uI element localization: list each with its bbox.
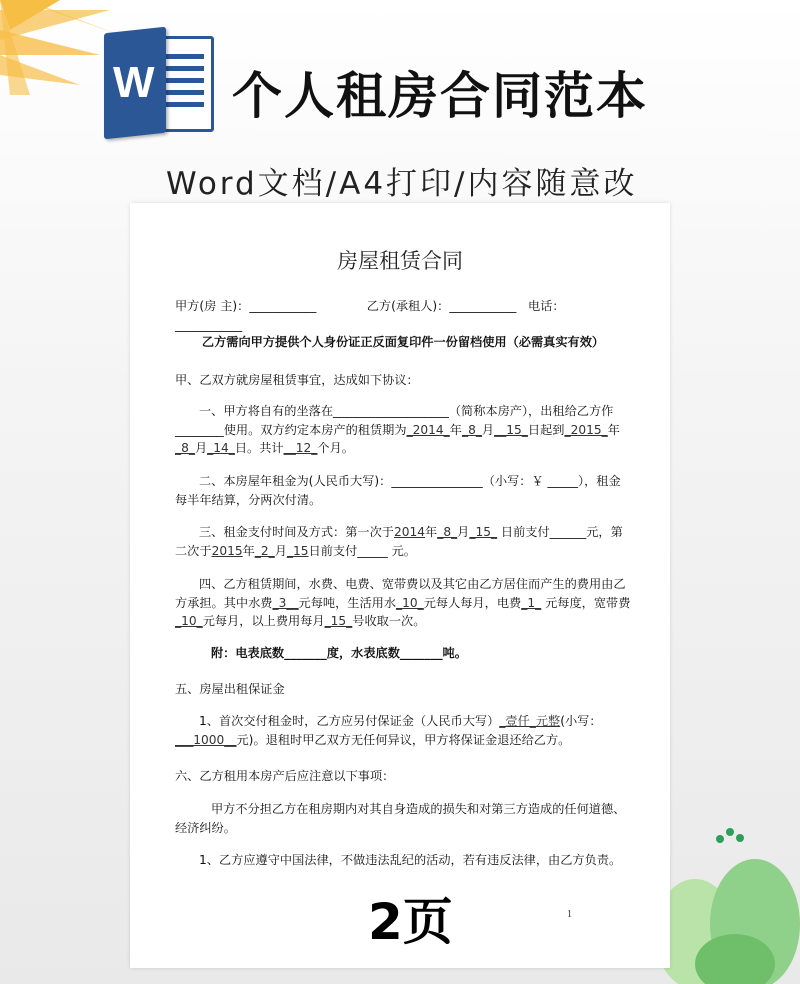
filled-value: _15_ xyxy=(469,525,498,539)
document-title: 房屋租赁合同 xyxy=(337,249,463,273)
filled-value: _2015_ xyxy=(564,422,608,437)
paragraph-text: 日前支付_____ 元。 xyxy=(308,543,416,558)
filled-value: _8_ xyxy=(437,525,458,539)
paragraph-clause-1 xyxy=(175,402,631,458)
paragraph-text: 年 xyxy=(425,525,438,539)
paragraph-text: 日起到 xyxy=(527,422,565,437)
filled-value: _2_ xyxy=(254,543,275,558)
paragraph-text: 月 xyxy=(457,525,470,539)
paragraph-text: 甲、乙双方就房屋租赁事宜，达成如下协议： xyxy=(175,373,419,387)
paragraph-text: 年 xyxy=(449,422,462,437)
paragraph-clause-2 xyxy=(175,472,631,509)
filled-value: _壹仟_元整 xyxy=(499,714,561,728)
filled-value: _8_ xyxy=(461,422,482,437)
paragraph-clause-6-1 xyxy=(175,851,631,870)
paragraph-text: 日。共计 xyxy=(234,441,284,455)
paragraph-text: 甲方不分担乙方在租房期内对其自身造成的损失和对第三方造成的任何道德、经济纠纷。 xyxy=(175,802,626,835)
filled-value: 2014 xyxy=(394,525,426,539)
paragraph-clause-4 xyxy=(175,575,631,631)
filled-value: _3__ xyxy=(272,595,299,610)
word-document-icon xyxy=(104,30,216,136)
paragraph-text: 元每度，宽带费 xyxy=(541,595,631,610)
paragraph-text: 三、租金支付时间及方式：第一次于 xyxy=(199,525,394,539)
filled-value: _1_ xyxy=(521,595,542,610)
banner-subtitle: Word文档/A4打印/内容随意改 xyxy=(166,166,638,202)
paragraph-parties xyxy=(175,297,631,334)
paragraph-notice xyxy=(175,333,631,352)
paragraph-text: (小写： xyxy=(560,714,602,728)
paragraph-text: 乙方(承租人)：___________ 电话：___________ xyxy=(175,299,565,332)
paragraph-section-5 xyxy=(175,680,631,699)
paragraph-text: 月 xyxy=(194,441,208,455)
filled-value: _15_ xyxy=(324,614,353,628)
paragraph-text: 年 xyxy=(242,543,255,558)
paragraph-text: 年 xyxy=(607,422,620,437)
filled-value: _10_ xyxy=(175,614,203,628)
paragraph-text: 二、本房屋年租金为(人民币大写)：_______________（小写：￥ _____），租金每半年结算，分两次付清。 xyxy=(175,474,621,507)
paragraph-text: 日前支付______元，第二次于 xyxy=(175,525,623,558)
filled-value: __12_ xyxy=(283,441,318,455)
paragraph-text: 甲方(房 主)：___________ xyxy=(175,299,317,313)
filled-value: __15_ xyxy=(494,422,528,437)
paragraph-clause-5-1 xyxy=(175,712,631,749)
paragraph-text: 1、首次交付租金时，乙方应另付保证金（人民币大写） xyxy=(199,714,500,728)
word-icon-letter: W xyxy=(113,58,155,107)
paragraph-text: 元每吨，生活用水 xyxy=(298,595,397,610)
filled-value: ___1000__ xyxy=(175,732,237,747)
filled-value: _14_ xyxy=(207,441,235,455)
filled-value: _15 xyxy=(286,543,309,558)
paragraph-text: 月 xyxy=(274,543,287,558)
paragraph-text: 个月。 xyxy=(317,441,354,455)
paragraph-text: 元)。退租时甲乙双方无任何异议，甲方将保证金退还给乙方。 xyxy=(236,732,571,747)
paragraph-text: 五、房屋出租保证金 xyxy=(175,682,285,696)
paragraph-text: 一、甲方将自有的坐落在___________________（简称本房产），出租给乙方作________使用。双方约定本房产的租赁期为 xyxy=(175,404,614,437)
paragraph-clause-6-a xyxy=(175,800,631,837)
paragraph-text: 附：电表底数_______度，水表底数_______吨。 xyxy=(211,646,467,660)
paragraph-text: 1、乙方应遵守中国法律，不做违法乱纪的活动，若有违反法律，由乙方负责。 xyxy=(199,853,622,867)
filled-value: 2015 xyxy=(211,543,243,558)
paragraph-text: 月 xyxy=(481,422,495,437)
banner-title: 个人租房合同范本 xyxy=(232,67,648,125)
filled-value: _2014_ xyxy=(406,422,450,437)
paragraph-intro xyxy=(175,371,631,390)
filled-value: _10_ xyxy=(396,595,424,610)
paragraph-section-6 xyxy=(175,767,631,786)
paragraph-text: 元每人每月，电费 xyxy=(423,595,522,610)
page-number: 1 xyxy=(567,909,572,920)
paragraph-text: 六、乙方租用本房产后应注意以下事项： xyxy=(175,769,395,783)
filled-value: _8_ xyxy=(175,441,195,455)
page-count-label: 2页 xyxy=(368,893,453,951)
paragraph-text: 元每月，以上费用每月 xyxy=(202,614,325,628)
document-page xyxy=(130,203,670,968)
paragraph-clause-3 xyxy=(175,523,631,560)
paragraph-text: 号收取一次。 xyxy=(352,614,426,628)
paragraph-text: 乙方需向甲方提供个人身份证正反面复印件一份留档使用（必需真实有效） xyxy=(201,335,605,349)
paragraph-attachment xyxy=(175,644,631,663)
paragraph-text: 四、乙方租赁期间，水费、电费、宽带费以及其它由乙方居住而产生的费用由乙方承担。其中水费 xyxy=(175,577,626,610)
